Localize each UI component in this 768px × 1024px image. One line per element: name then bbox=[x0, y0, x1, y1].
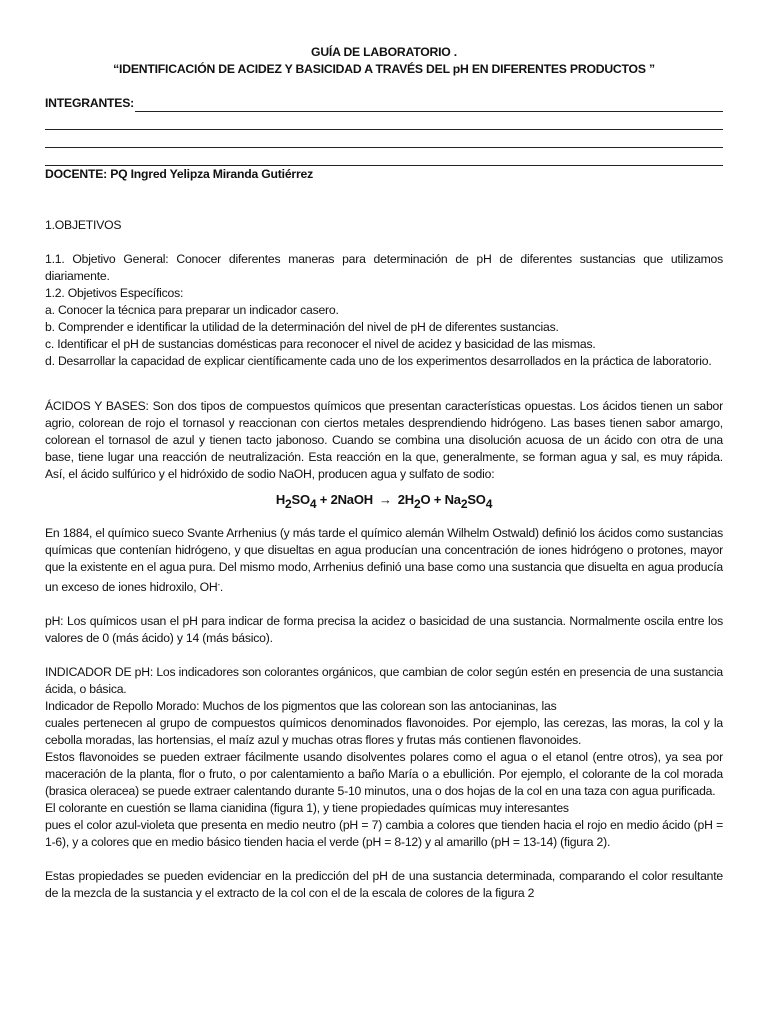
ph-paragraph: pH: Los químicos usan el pH para indicar de forma precisa la acidez o basicidad de una sustancia. Normalmente oscila entre los valores de 0 (más ácido) y 14 (más básico). bbox=[45, 614, 723, 645]
color-change-paragraph: pues el color azul-violeta que presenta en medio neutro (pH = 7) cambia a colores que tienden hacia el rojo en medio ácido (pH = 1-6), y a colores que en medio básico tienden hacia el verde (pH = 8-12) y al amarillo (pH = 13-14) (figura 2). bbox=[45, 818, 723, 849]
integrantes-label: INTEGRANTES: bbox=[45, 96, 135, 110]
cianidina-line: El colorante en cuestión se llama cianidina (figura 1), y tiene propiedades químicas muy interesantes bbox=[45, 801, 569, 815]
integrantes-line bbox=[45, 95, 723, 112]
general-objective: 1.1. Objetivo General: Conocer diferentes maneras para determinación de pH de diferentes sustancias que utilizamos diariamente. bbox=[45, 252, 723, 283]
neutralization-equation: $H_2SO_4$ + 2NaOH → $2H_2O + Na_2SO_4$ bbox=[275, 492, 493, 511]
integrantes-blank-4 bbox=[45, 148, 723, 166]
acids-bases-paragraph: ÁCIDOS Y BASES: Son dos tipos de compuestos químicos que presentan características opuestas. Los ácidos tienen un sabor agrio, colorean de rojo el tornasol y reaccionan con ciertos metales desprendiendo hidrógeno. Las bases tienen sabor amargo, colorean el tornasol de azul y tienen tacto jabonoso. Cuando se combina una disolución acuosa de un ácido con otra de una base, tiene lugar una reacción de neutralización. Esta reacción en la que, generalmente, se forman agua y sal, es muy rápida. Así, el ácido sulfúrico y el hidróxido de sodio NaOH, producen agua y sulfato de sodio: bbox=[45, 399, 723, 481]
prediction-paragraph: Estas propiedades se pueden evidenciar en la predicción del pH de una sustancia determinada, comparando el color resultante de la mezcla de la sustancia y el extracto de la col con el de la escala de colores de la figura 2 bbox=[45, 869, 723, 900]
guide-subtitle: “IDENTIFICACIÓN DE ACIDEZ Y BASICIDAD A TRAVÉS DEL pH EN DIFERENTES PRODUCTOS ” bbox=[113, 62, 655, 76]
guide-title: GUÍA DE LABORATORIO . bbox=[311, 45, 457, 59]
flavonoids-paragraph: cuales pertenecen al grupo de compuestos químicos denominados flavonoides. Por ejemplo, las cerezas, las moras, la col y la cebolla moradas, las hortensias, el maíz azul y muchas otras flores y frutas más contienen flavonoides. bbox=[45, 716, 723, 747]
docente-line: DOCENTE: PQ Ingred Yelipza Miranda Gutiérrez bbox=[45, 167, 313, 181]
extraction-paragraph: Estos flavonoides se pueden extraer fácilmente usando disolventes polares como el agua o el etanol (entre otros), ya sea por maceración de la planta, flor o fruto, o por calentamiento a baño María o a ebullición. Por ejemplo, el colorante de la col morada (brasica oleracea) se puede extraer calentando durante 5-10 minutos, una o dos hojas de la col en una taza con agua purificada. bbox=[45, 750, 723, 798]
integrantes-blank-3 bbox=[45, 130, 723, 148]
objective-c: c. Identificar el pH de sustancias domésticas para reconocer el nivel de acidez y basicidad de las mismas. bbox=[45, 337, 596, 351]
indicator-definition: INDICADOR DE pH: Los indicadores son colorantes orgánicos, que cambian de color según estén en presencia de una sustancia ácida, o básica. bbox=[45, 665, 723, 696]
integrantes-blank bbox=[135, 98, 723, 112]
objective-a: a. Conocer la técnica para preparar un indicador casero. bbox=[45, 303, 339, 317]
specific-objectives-heading: 1.2. Objetivos Específicos: bbox=[45, 286, 184, 300]
cabbage-indicator-intro: Indicador de Repollo Morado: Muchos de los pigmentos que las colorean son las antocianinas, las bbox=[45, 699, 557, 713]
objectives-heading: 1.OBJETIVOS bbox=[45, 218, 122, 232]
objective-d: d. Desarrollar la capacidad de explicar científicamente cada uno de los experimentos desarrollados en la práctica de laboratorio. bbox=[45, 354, 712, 368]
objective-b: b. Comprender e identificar la utilidad de la determinación del nivel de pH de diferentes sustancias. bbox=[45, 320, 559, 334]
integrantes-blank-2 bbox=[45, 112, 723, 130]
reaction-arrow: → bbox=[378, 492, 392, 507]
document-page bbox=[45, 44, 723, 902]
arrhenius-paragraph: En 1884, el químico sueco Svante Arrhenius (y más tarde el químico alemán Wilhelm Ostwald) definió los ácidos como sustancias químicas que contenían hidrógeno, y que disueltas en agua producían una concentración de iones hidrógeno o protones, mayor que la existente en el agua pura. Del mismo modo, Arrhenius definió una base como una sustancia que disuelta en agua producía un exceso de iones hidroxilo, OH-. bbox=[45, 526, 723, 594]
